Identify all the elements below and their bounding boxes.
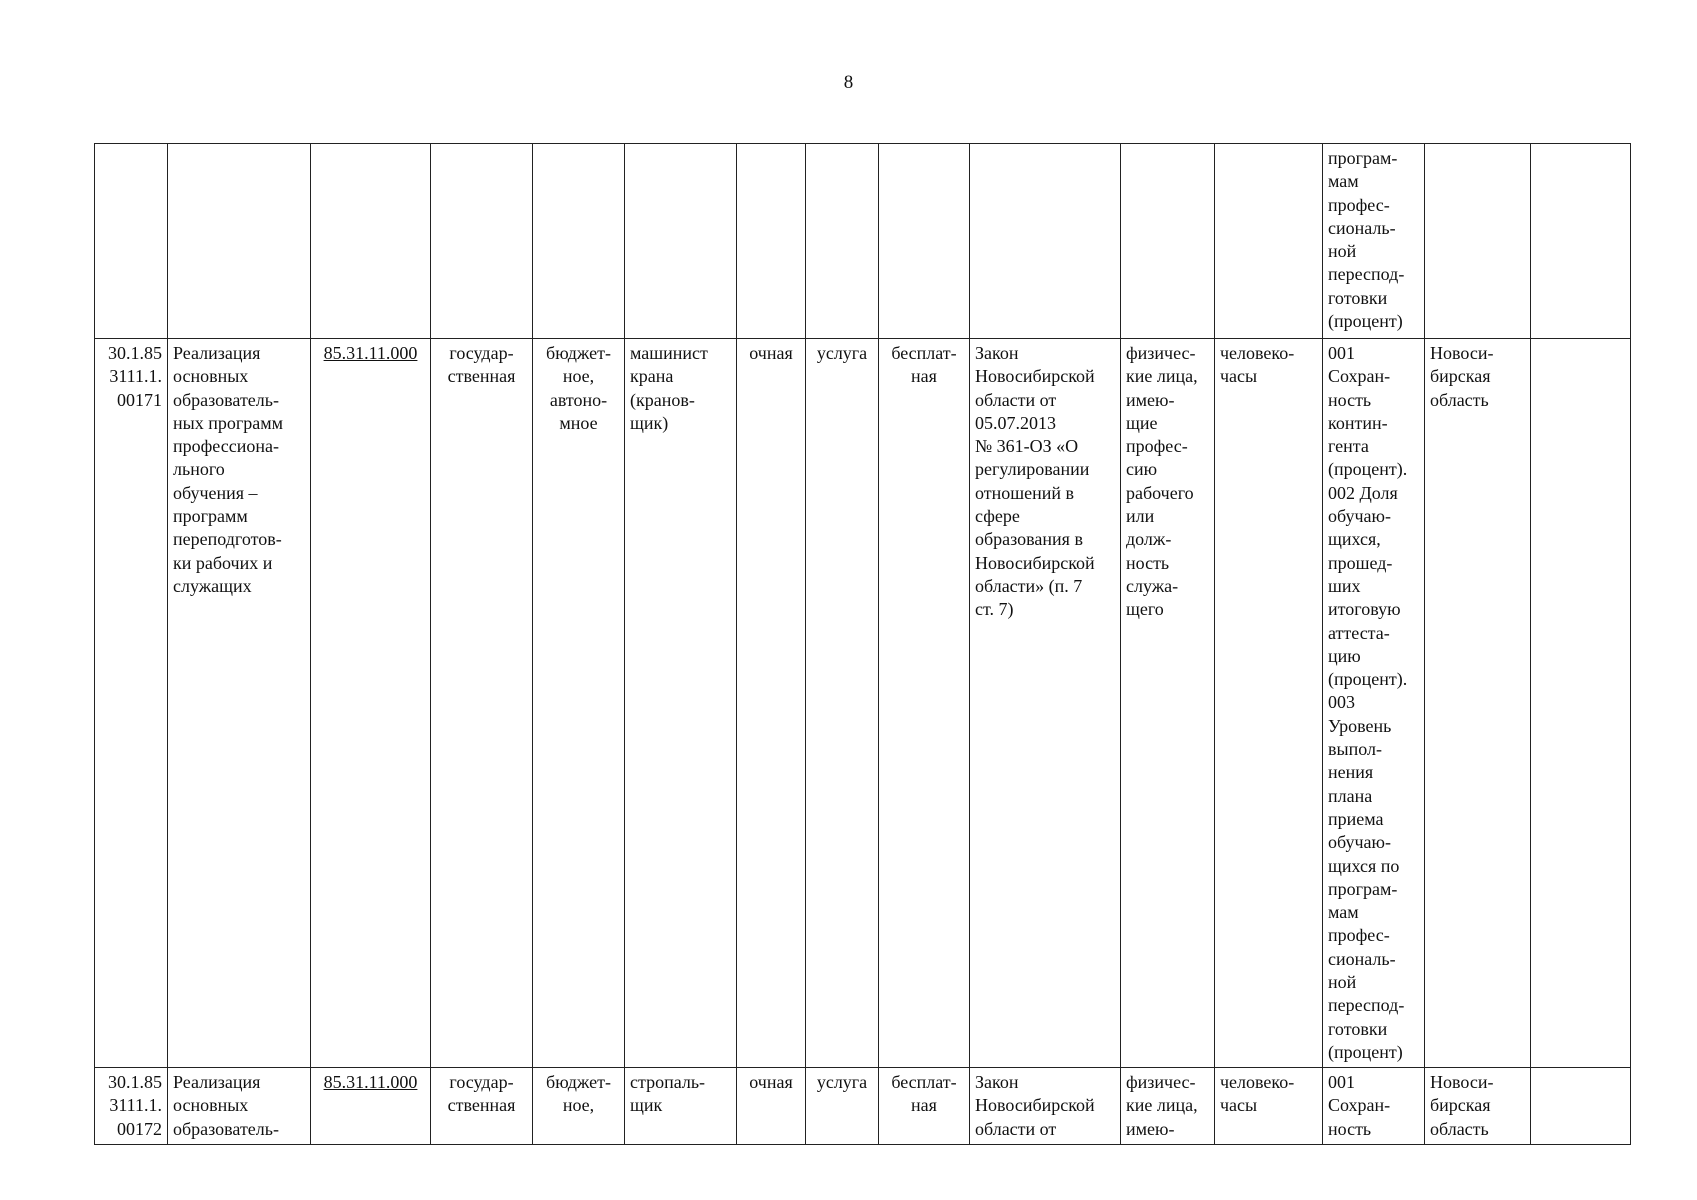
education-form: очная	[737, 339, 806, 1068]
profession: машинист крана (кранов- щик)	[625, 339, 737, 1068]
legal-basis: Закон Новосибирской области от	[970, 1068, 1121, 1145]
region: Новоси- бирская область	[1425, 339, 1531, 1068]
education-form: очная	[737, 1068, 806, 1145]
table-cell	[431, 144, 533, 339]
consumer-category: физичес- кие лица, имею- щие профес- сию рабочего или долж- ность служа- щего	[1121, 339, 1215, 1068]
table-cell: програм- мам профес- сиональ- ной переспод- готовки (процент)	[1323, 144, 1425, 339]
profession: стропаль- щик	[625, 1068, 737, 1145]
page-number: 8	[843, 72, 854, 93]
table-cell	[970, 144, 1121, 339]
institution-type: государ- ственная	[431, 339, 533, 1068]
table-cell	[625, 144, 737, 339]
service-name: Реализация основных образователь- ных программ профессиона- льного обучения – программ переподготов- ки рабочих и служащих	[168, 339, 311, 1068]
table-cell	[168, 144, 311, 339]
table-cell	[806, 144, 879, 339]
table-cell	[1215, 144, 1323, 339]
institution-type: государ- ственная	[431, 1068, 533, 1145]
quality-indicators: 001 Сохран- ность контин- гента (процент). 002 Доля обучаю- щихся, прошед- ших итоговую аттеста- цию (процент). 003 Уровень выпол- нения плана приема обучаю- щихся по програм- мам профес- сиональ- ной переспод- готовки (процент)	[1323, 339, 1425, 1068]
legal-basis: Закон Новосибирской области от 05.07.2013 № 361-ОЗ «О регулировании отношений в сфере образования в Новосибирской области» (п. 7 ст. 7)	[970, 339, 1121, 1068]
table-row	[95, 339, 1631, 1068]
service-type: услуга	[806, 1068, 879, 1145]
payment-type: бесплат- ная	[879, 339, 970, 1068]
institution-kind: бюджет- ное,	[533, 1068, 625, 1145]
table-cell	[1531, 339, 1631, 1068]
quality-indicators: 001 Сохран- ность	[1323, 1068, 1425, 1145]
region: Новоси- бирская область	[1425, 1068, 1531, 1145]
table-cell	[879, 144, 970, 339]
service-name: Реализация основных образователь-	[168, 1068, 311, 1145]
service-code: 30.1.85 3111.1. 00171	[95, 339, 168, 1068]
table-cell	[1531, 144, 1631, 339]
table-cell	[95, 144, 168, 339]
consumer-category: физичес- кие лица, имею-	[1121, 1068, 1215, 1145]
table-cell	[1121, 144, 1215, 339]
table-row	[95, 1068, 1631, 1145]
volume-unit: человеко- часы	[1215, 1068, 1323, 1145]
table-cell	[737, 144, 806, 339]
okved-code-link[interactable]: 85.31.11.000	[323, 343, 418, 363]
table-cell	[533, 144, 625, 339]
table-row	[95, 144, 1631, 339]
institution-kind: бюджет- ное, автоно- мное	[533, 339, 625, 1068]
payment-type: бесплат- ная	[879, 1068, 970, 1145]
services-table	[94, 143, 1631, 1145]
table-cell	[1531, 1068, 1631, 1145]
service-code: 30.1.85 3111.1. 00172	[95, 1068, 168, 1145]
service-type: услуга	[806, 339, 879, 1068]
okved-code-link[interactable]: 85.31.11.000	[323, 1072, 418, 1092]
table-cell	[311, 144, 431, 339]
volume-unit: человеко- часы	[1215, 339, 1323, 1068]
table-cell	[1425, 144, 1531, 339]
